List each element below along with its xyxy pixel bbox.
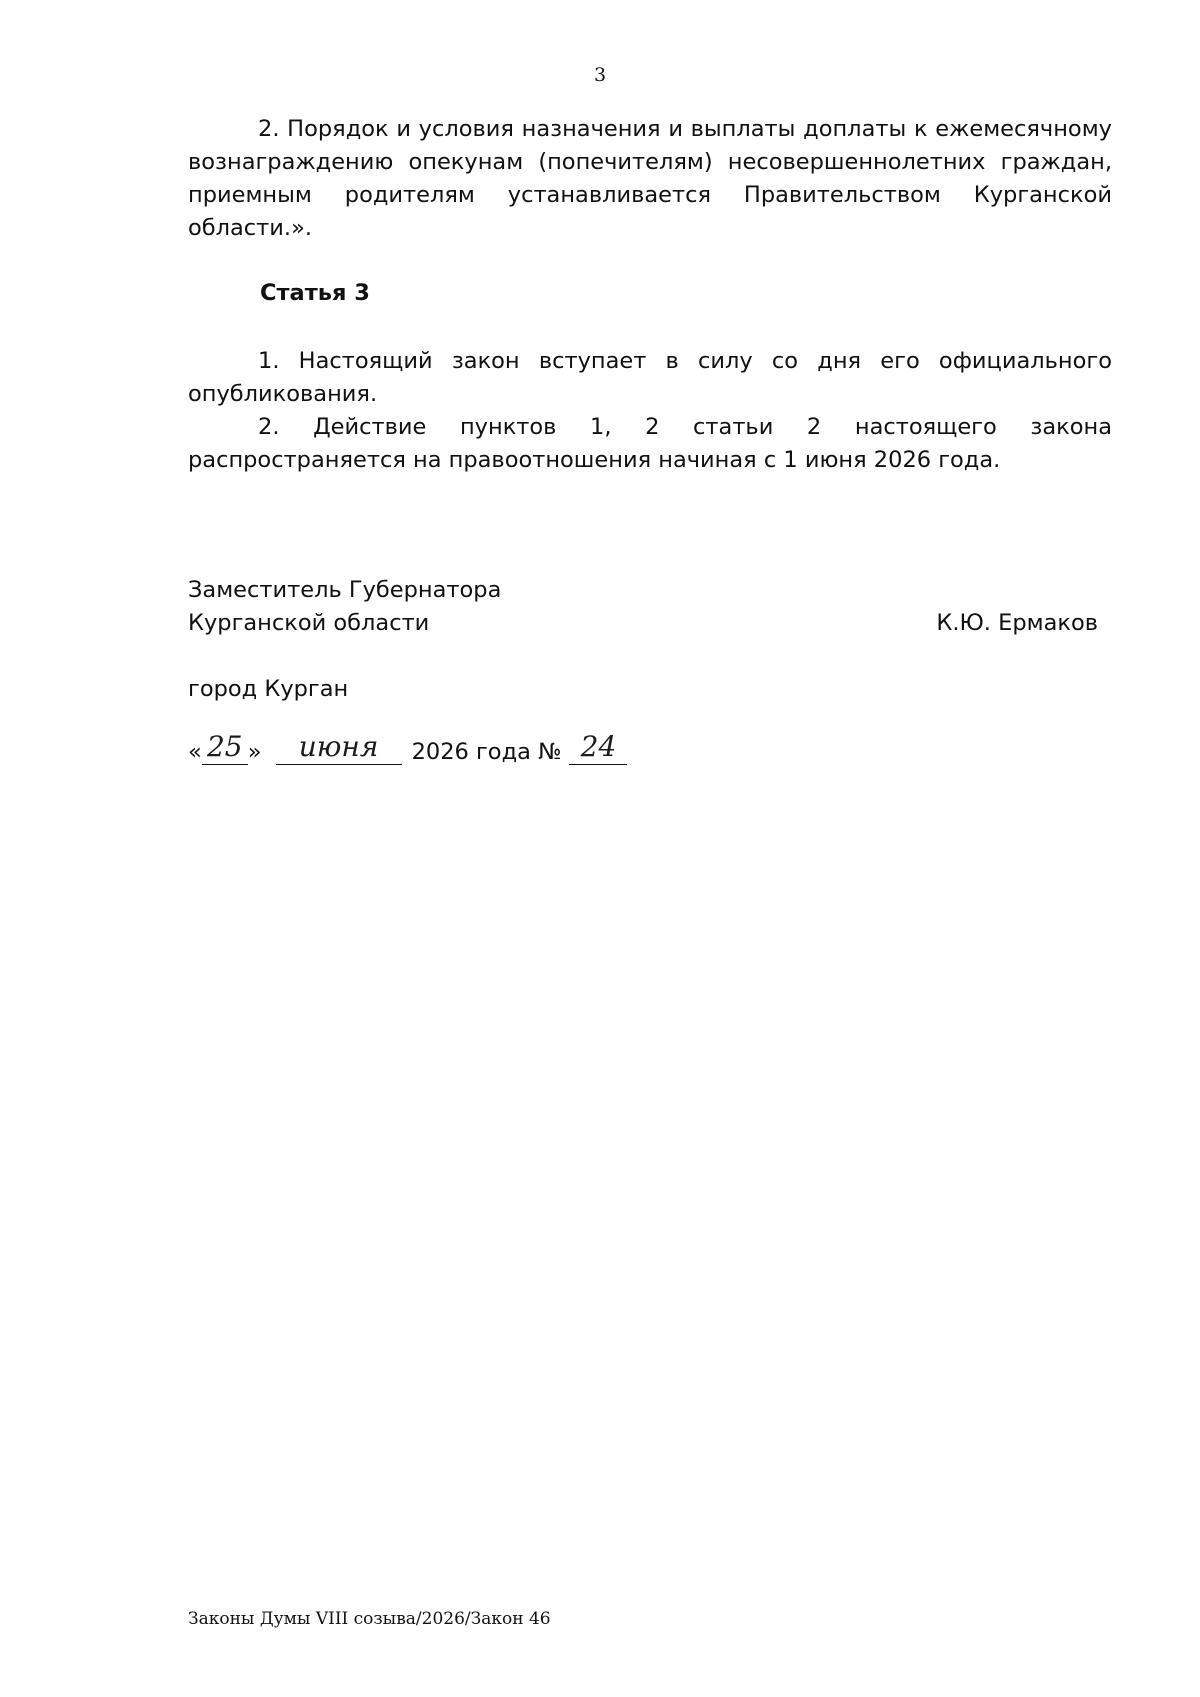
signatory-name: К.Ю. Ермаков xyxy=(936,610,1098,636)
date-open-quote: « xyxy=(188,739,202,765)
handwritten-law-number: 24 xyxy=(569,730,627,765)
date-year-text: 2026 года № xyxy=(411,739,562,765)
city-line: город Курган xyxy=(188,676,349,702)
article-item-1-text: 1. Настоящий закон вступает в силу со дня его официального опубликования. xyxy=(188,348,1112,407)
signatory-title xyxy=(188,574,501,640)
document-footer: Законы Думы VIII созыва/2026/Закон 46 xyxy=(188,1609,551,1629)
date-line xyxy=(188,730,627,774)
signatory-title-line-1: Заместитель Губернатора xyxy=(188,577,502,603)
signatory-title-line-2: Курганской области xyxy=(188,610,430,636)
article-item-2-text: 2. Действие пунктов 1, 2 статьи 2 настоящего закона распространяется на правоотношения начиная с 1 июня 2026 года. xyxy=(188,414,1112,473)
paragraph-part2 xyxy=(188,113,1112,245)
page-number: 3 xyxy=(593,64,607,86)
date-close-quote: » xyxy=(247,739,262,765)
handwritten-day: 25 xyxy=(202,730,248,765)
article-item-2 xyxy=(188,411,1112,477)
paragraph-part2-text: 2. Порядок и условия назначения и выплаты доплаты к ежемесячному вознаграждению опекунам (попечителям) несовершеннолетних граждан, приемным родителям устанавливается Правительством Курганской области.». xyxy=(188,116,1112,241)
article-item-1 xyxy=(188,345,1112,411)
handwritten-month: июня xyxy=(276,730,402,765)
article-heading: Статья 3 xyxy=(260,280,370,306)
